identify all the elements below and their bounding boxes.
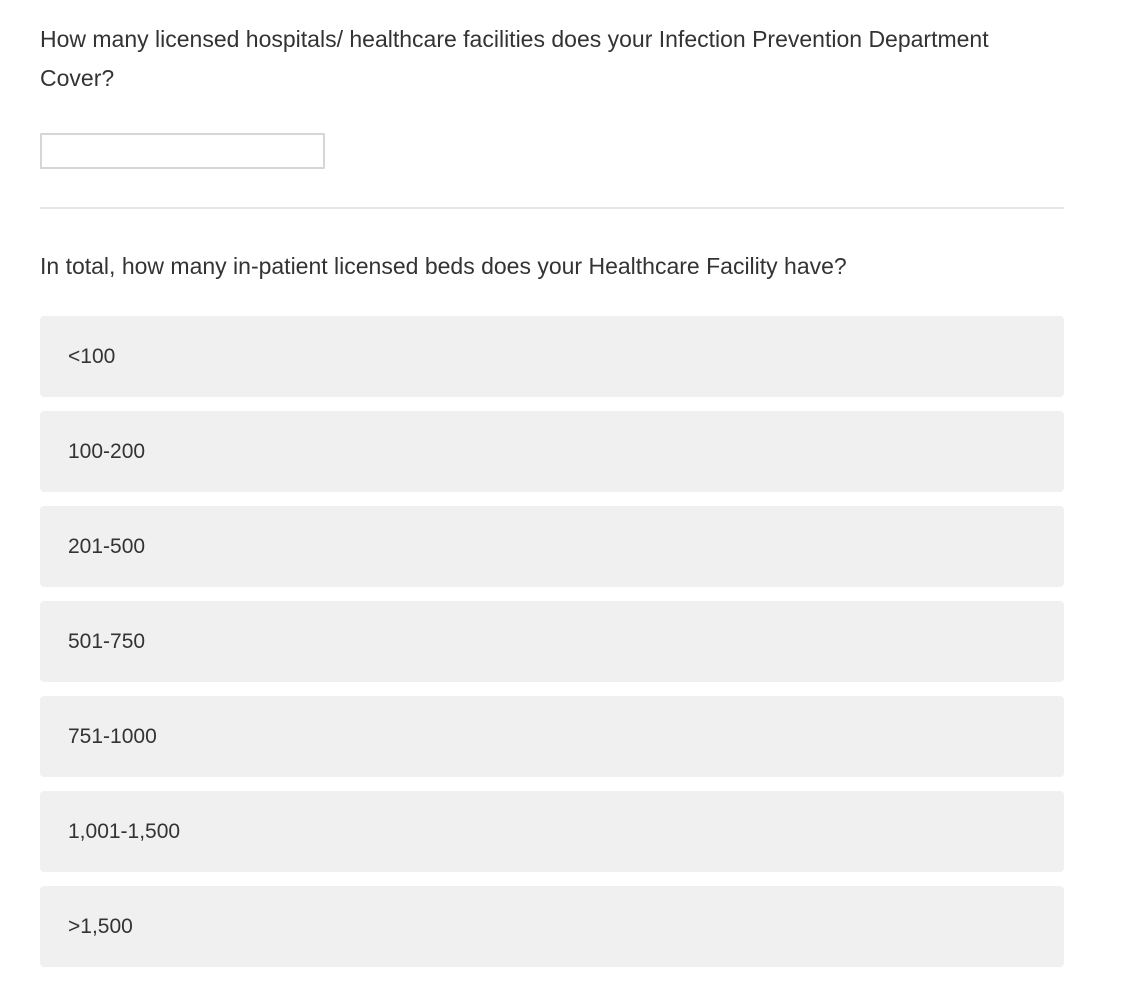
choice-label: 1,001-1,500 — [68, 819, 181, 843]
choice-label: <100 — [68, 344, 116, 368]
facilities-count-input[interactable] — [40, 133, 325, 169]
question-bed-count — [40, 247, 1064, 967]
choice-option[interactable] — [40, 696, 1064, 777]
question-text: In total, how many in-patient licensed beds does your Healthcare Facility have? — [40, 253, 847, 279]
choice-label: 100-200 — [68, 439, 146, 463]
choice-label: 201-500 — [68, 534, 146, 558]
choice-option[interactable] — [40, 316, 1064, 397]
question-facilities-count — [40, 0, 1064, 169]
question-text: How many licensed hospitals/ healthcare facilities does your Infection Prevention Department Cover? — [40, 26, 989, 91]
survey-form — [40, 0, 1064, 981]
choice-label: 501-750 — [68, 629, 146, 653]
choice-label: 751-1000 — [68, 724, 157, 748]
choice-option[interactable] — [40, 886, 1064, 967]
question-separator — [40, 207, 1064, 209]
bed-count-choices — [40, 316, 1064, 967]
choice-option[interactable] — [40, 411, 1064, 492]
choice-option[interactable] — [40, 506, 1064, 587]
choice-label: >1,500 — [68, 914, 133, 938]
choice-option[interactable] — [40, 601, 1064, 682]
choice-option[interactable] — [40, 791, 1064, 872]
